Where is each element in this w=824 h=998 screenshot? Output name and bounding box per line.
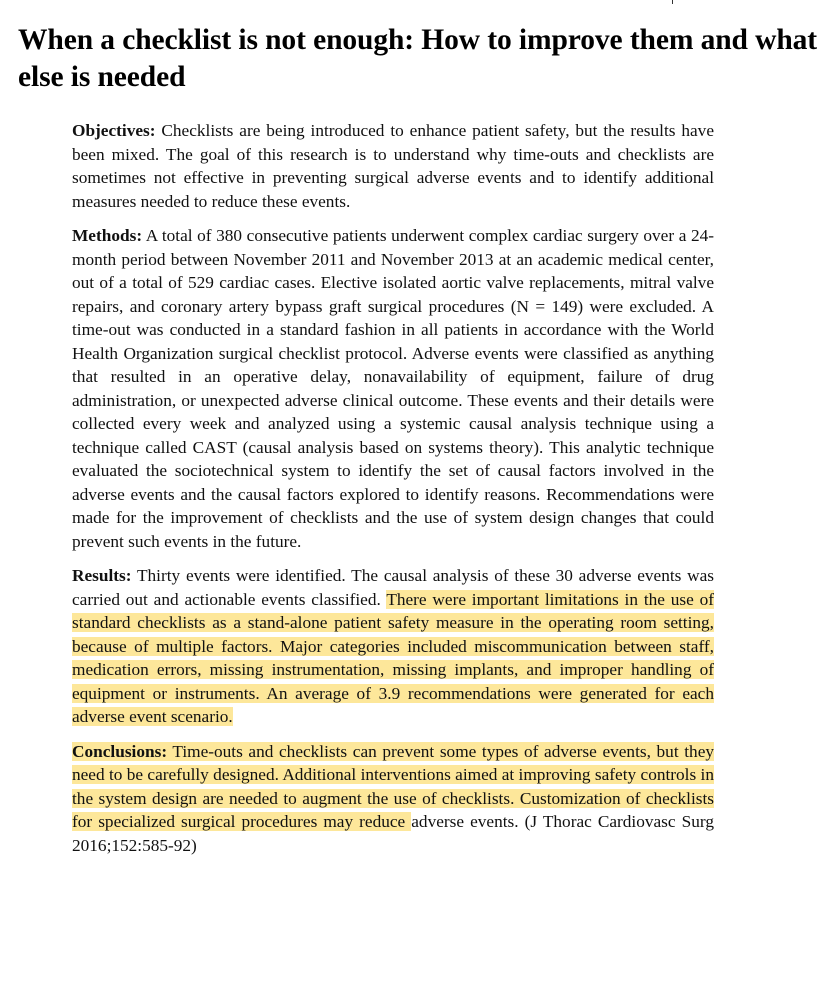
methods-text: A total of 380 consecutive patients underwent complex cardiac surgery over a 24-month period between November 2011 and November 2013 at an academic medical center, out of a total of 529 cardiac cases. Elective isolated aortic valve replacements, mitral valve repairs, and coronary artery bypass graft surgical procedures (N = 149) were excluded. A time-out was conducted in a standard fashion in all patients in accordance with the World Health Organization surgical checklist protocol. Adverse events were classified as anything that resulted in an operative delay, nonavailability of equipment, failure of drug administration, or unexpected adverse clinical outcome. These events and their details were collected every week and analyzed using a systemic causal analysis technique using a technique called CAST (causal analysis based on systems theory). This analytic technique evaluated the sociotechnical system to identify the set of causal factors involved in the adverse events and the causal factors explored to identify reasons. Recommendations were made for the improvement of checklists and the use of system design changes that could prevent such events in the future. xyxy=(72,226,714,551)
conclusions-paragraph xyxy=(72,740,714,858)
objectives-label: Objectives: xyxy=(72,121,156,140)
results-highlight[interactable]: There were important limitations in the use of standard checklists as a stand-alone patient safety measure in the operating room setting, because of multiple factors. Major categories included miscommunication between staff, medication errors, missing instrumentation, missing implants, and improper handling of equipment or instruments. An average of 3.9 recommendations were generated for each adverse event scenario. xyxy=(72,589,714,726)
methods-paragraph xyxy=(72,224,714,553)
abstract xyxy=(72,119,714,868)
results-label: Results: xyxy=(72,566,132,585)
objectives-paragraph xyxy=(72,119,714,213)
results-paragraph xyxy=(72,564,714,729)
conclusions-text: adverse events. (J Thorac Cardiovasc Surg 2016;152:585-92) xyxy=(72,812,714,855)
conclusions-highlighted-text: Time-outs and checklists can prevent some types of adverse events, but they need to be carefully designed. Additional interventions aimed at improving safety controls in the system design are needed to augment the use of checklists. Customization of checklists for specialized surgical procedures may reduce xyxy=(72,741,714,831)
paper-title: When a checklist is not enough: How to improve them and what else is needed xyxy=(18,24,818,93)
conclusions-label: Conclusions: xyxy=(72,741,168,761)
results-text: Thirty events were identified. The causal analysis of these 30 adverse events was carried out and actionable events classified. xyxy=(72,566,714,609)
objectives-text: Checklists are being introduced to enhance patient safety, but the results have been mixed. The goal of this research is to understand why time-outs and checklists are sometimes not effective in preventing surgical adverse events and to identify additional measures needed to reduce these events. xyxy=(72,121,714,211)
methods-label: Methods: xyxy=(72,226,143,245)
